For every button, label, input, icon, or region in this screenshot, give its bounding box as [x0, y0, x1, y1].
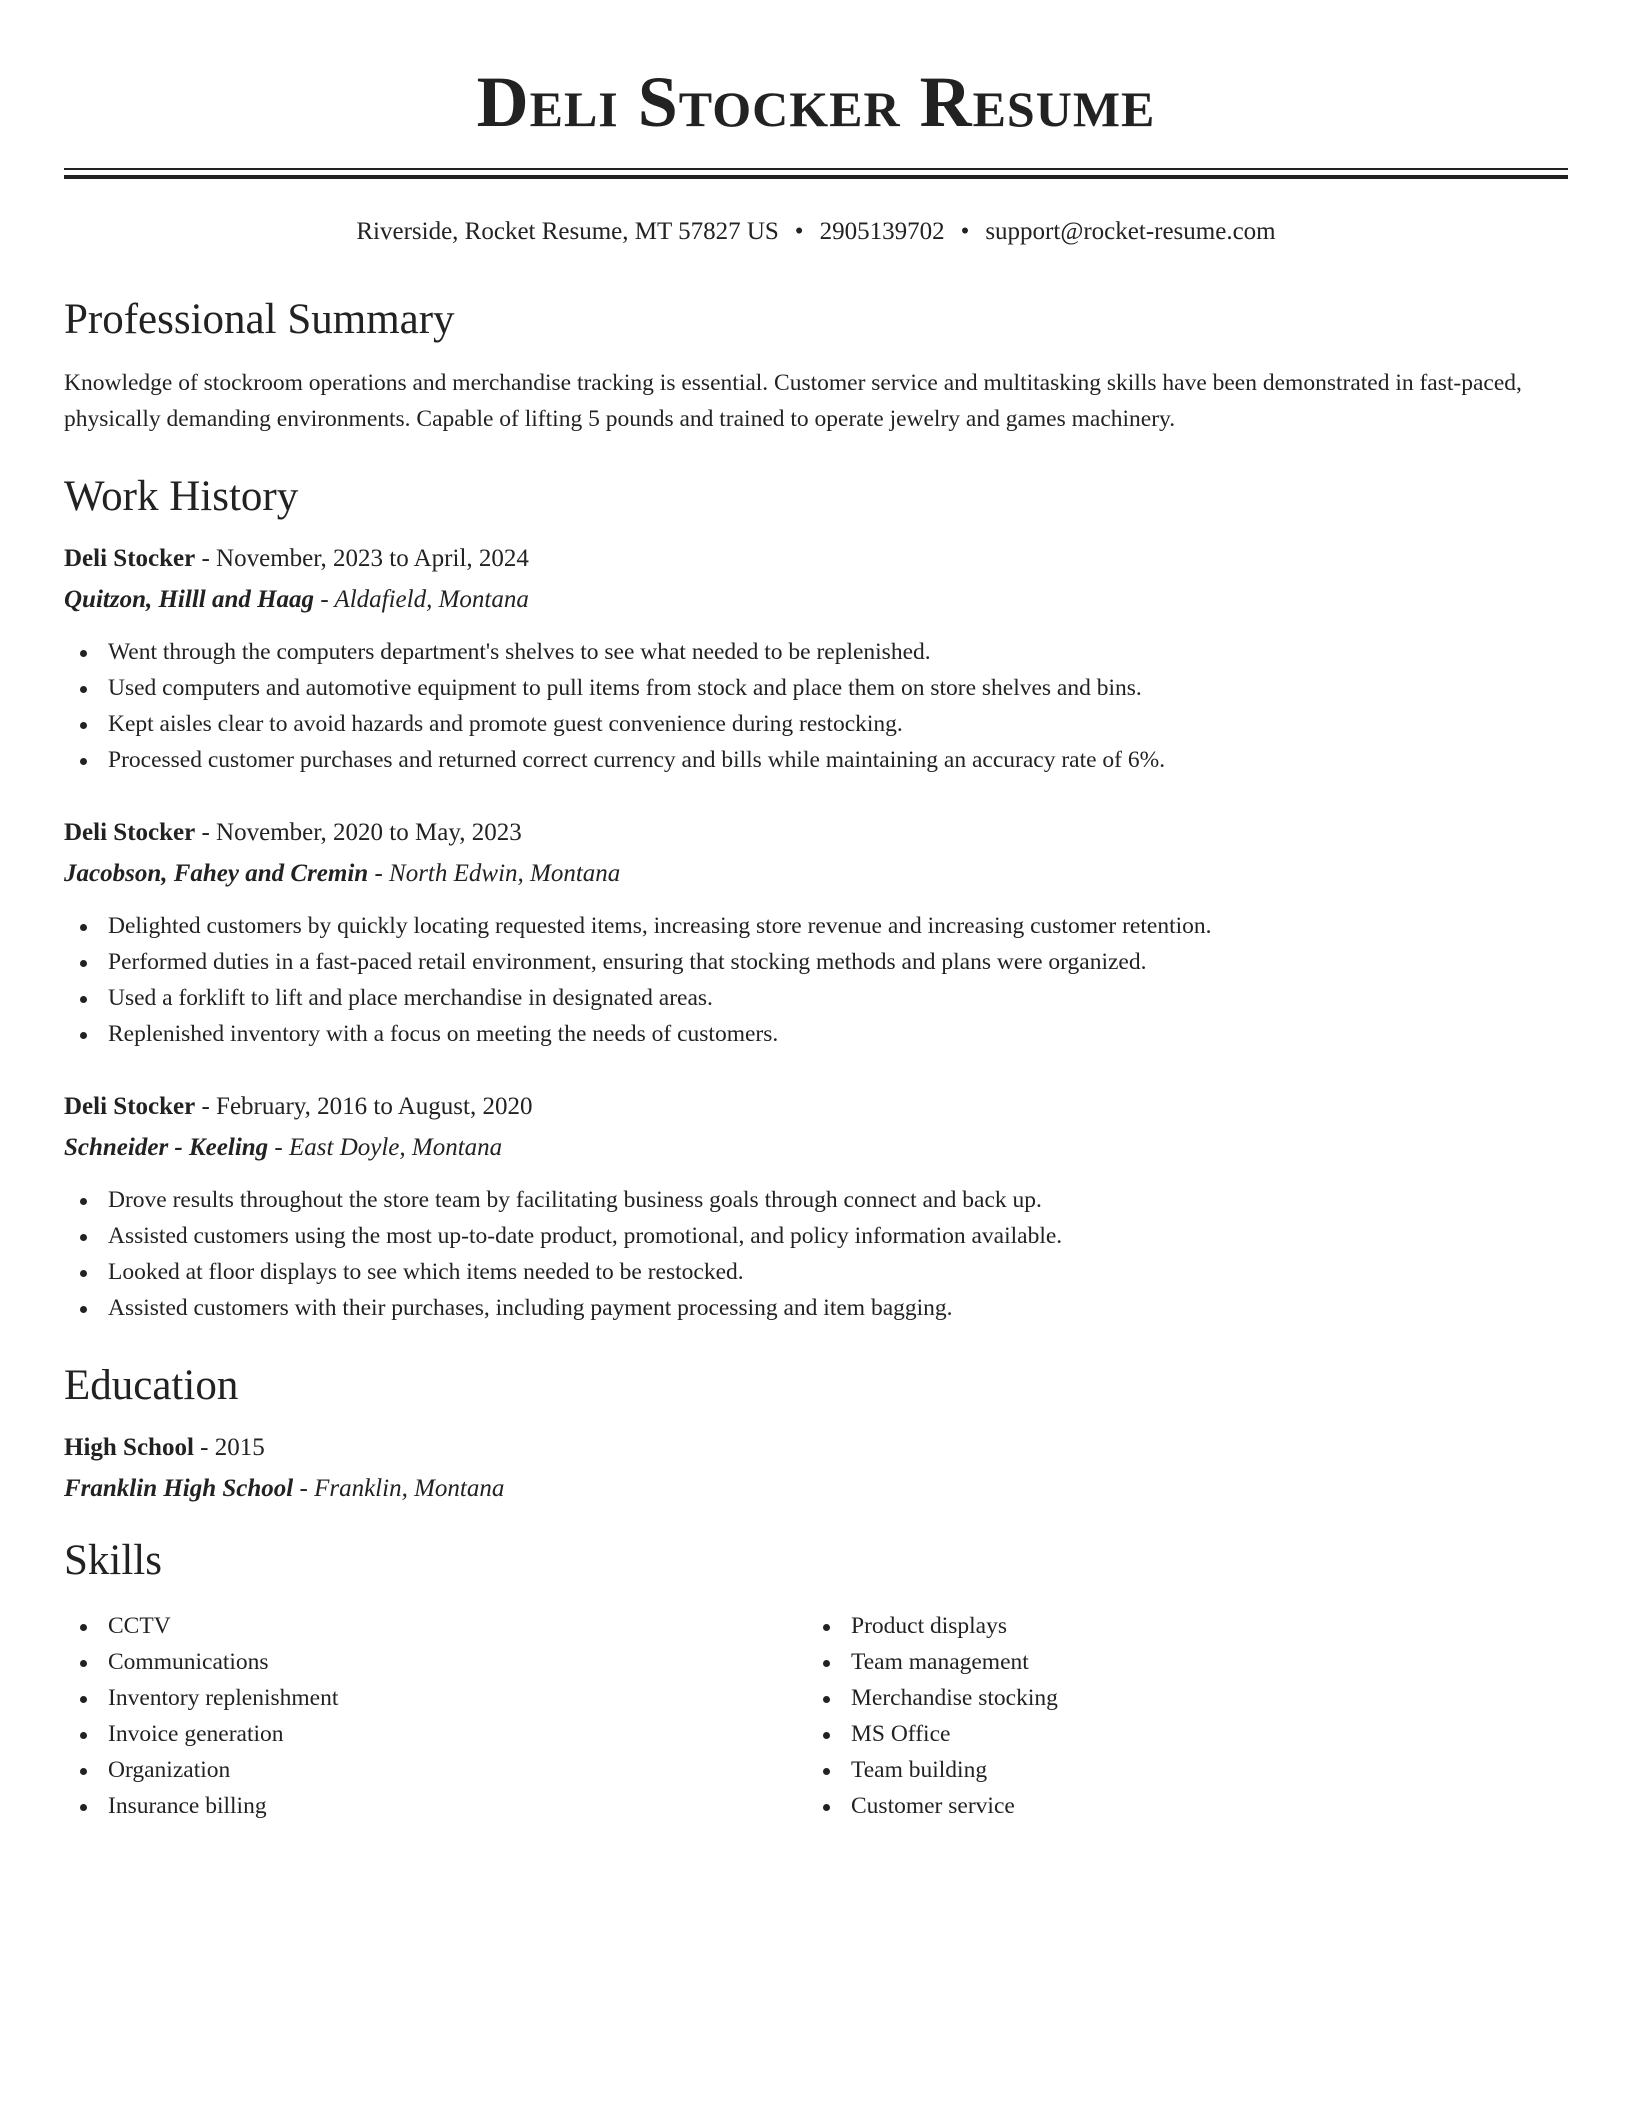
education-degree: High School	[64, 1434, 194, 1461]
job-employer-line	[64, 587, 1568, 612]
job-company: Quitzon, Hilll and Haag	[64, 586, 315, 613]
job-company: Jacobson, Fahey and Cremin	[64, 860, 369, 887]
summary-heading: Professional Summary	[64, 296, 455, 343]
contact-address: Riverside, Rocket Resume, MT 57827 US	[356, 218, 779, 245]
job-employer-line	[64, 1135, 1568, 1160]
contact-separator: •	[960, 218, 970, 245]
education-header	[64, 1435, 1568, 1460]
job-dates: - November, 2023 to April, 2024	[195, 545, 529, 572]
skill-item: Insurance billing	[64, 1788, 807, 1824]
job-location: - East Doyle, Montana	[268, 1134, 503, 1161]
skill-item: Team building	[807, 1752, 1550, 1788]
job-title: Deli Stocker	[64, 545, 196, 572]
skill-item: Invoice generation	[64, 1716, 807, 1752]
job-title: Deli Stocker	[64, 819, 196, 846]
education-school-line	[64, 1476, 1568, 1501]
job-location: - North Edwin, Montana	[368, 860, 621, 887]
skill-item: Inventory replenishment	[64, 1680, 807, 1716]
work-history-heading: Work History	[64, 473, 299, 520]
skill-item: Product displays	[807, 1608, 1550, 1644]
education-location: - Franklin, Montana	[293, 1475, 505, 1502]
resume-title: Deli Stocker Resume	[476, 62, 1156, 142]
skill-item: CCTV	[64, 1608, 807, 1644]
skills-list	[807, 1608, 1550, 1824]
job-dates: - November, 2020 to May, 2023	[195, 819, 522, 846]
education-year: - 2015	[193, 1434, 265, 1461]
title-divider-thick	[64, 175, 1568, 179]
job-location: - Aldafield, Montana	[314, 586, 529, 613]
job-title: Deli Stocker	[64, 1093, 196, 1120]
job-duty-item: Replenished inventory with a focus on meeting the needs of customers.	[64, 1016, 1568, 1052]
skill-item: MS Office	[807, 1716, 1550, 1752]
contact-separator: •	[794, 218, 804, 245]
contact-phone: 2905139702	[819, 218, 945, 245]
education-entry	[64, 1435, 1568, 1501]
job-company: Schneider - Keeling	[64, 1134, 269, 1161]
skill-item: Communications	[64, 1644, 807, 1680]
job-duty-item: Used computers and automotive equipment to pull items from stock and place them on store shelves and bins.	[64, 670, 1568, 706]
job-duties	[64, 908, 1568, 1052]
contact-line	[64, 219, 1568, 244]
job-entry	[64, 820, 1568, 1052]
job-duty-item: Went through the computers department's shelves to see what needed to be replenished.	[64, 634, 1568, 670]
job-dates: - February, 2016 to August, 2020	[195, 1093, 533, 1120]
skill-item: Organization	[64, 1752, 807, 1788]
job-duties	[64, 1182, 1568, 1326]
skills-heading: Skills	[64, 1537, 162, 1584]
education-school: Franklin High School	[64, 1475, 294, 1502]
job-duty-item: Drove results throughout the store team by facilitating business goals through connect and back up.	[64, 1182, 1568, 1218]
education-heading: Education	[64, 1362, 239, 1409]
job-entry	[64, 546, 1568, 778]
summary-text: Knowledge of stockroom operations and merchandise tracking is essential. Customer service and multitasking skills have been demonstrated in fast-paced, physically demanding environments. Capable of lifting 5 pounds and trained to operate jewelry and games machinery.	[64, 370, 1522, 432]
skills-column-left	[64, 1608, 807, 1824]
job-duty-item: Used a forklift to lift and place merchandise in designated areas.	[64, 980, 1568, 1016]
job-header	[64, 820, 1568, 845]
job-duties	[64, 634, 1568, 778]
contact-email: support@rocket-resume.com	[985, 218, 1276, 245]
skill-item: Team management	[807, 1644, 1550, 1680]
skill-item: Merchandise stocking	[807, 1680, 1550, 1716]
skills-column-right	[807, 1608, 1550, 1824]
job-duty-item: Kept aisles clear to avoid hazards and promote guest convenience during restocking.	[64, 706, 1568, 742]
job-duty-item: Assisted customers using the most up-to-date product, promotional, and policy information available.	[64, 1218, 1568, 1254]
job-duty-item: Delighted customers by quickly locating requested items, increasing store revenue and increasing customer retention.	[64, 908, 1568, 944]
job-duty-item: Assisted customers with their purchases, including payment processing and item bagging.	[64, 1290, 1568, 1326]
job-duty-item: Processed customer purchases and returned correct currency and bills while maintaining an accuracy rate of 6%.	[64, 742, 1568, 778]
skills-list	[64, 1608, 807, 1824]
job-duty-item: Looked at floor displays to see which items needed to be restocked.	[64, 1254, 1568, 1290]
skills-grid	[64, 1608, 1568, 1824]
job-header	[64, 546, 1568, 571]
job-header	[64, 1094, 1568, 1119]
job-employer-line	[64, 861, 1568, 886]
title-divider-thin	[64, 168, 1568, 170]
job-entry	[64, 1094, 1568, 1326]
skill-item: Customer service	[807, 1788, 1550, 1824]
job-duty-item: Performed duties in a fast-paced retail environment, ensuring that stocking methods and plans were organized.	[64, 944, 1568, 980]
